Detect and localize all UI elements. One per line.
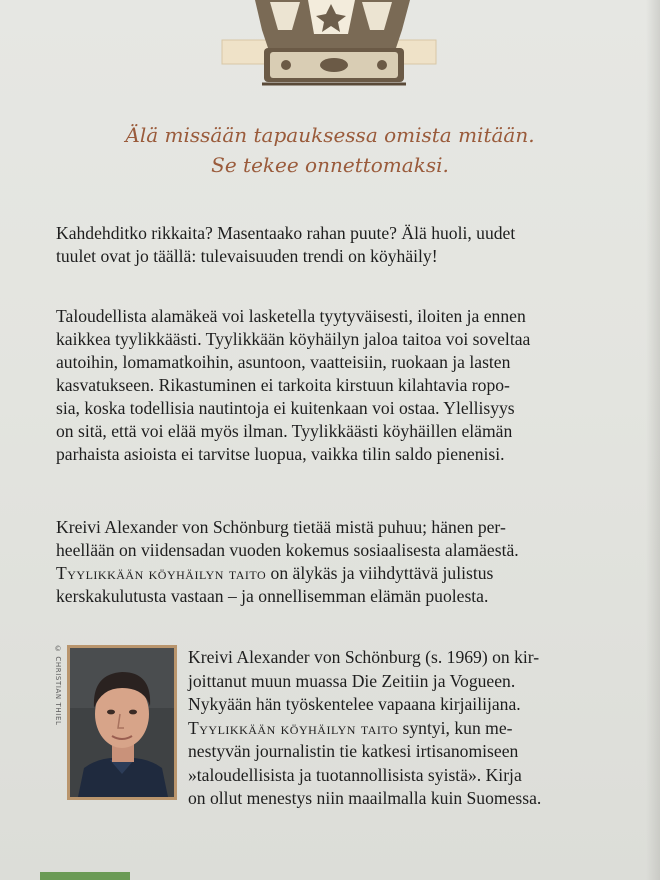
text-line: Kreivi Alexander von Schönburg (s. 1969) on kir-: [188, 647, 540, 667]
text-fragment: syntyi, kun me-: [398, 717, 513, 738]
text-line: autoihin, lomamatkoihin, asuntoon, vaatteisiin, ruokaan ja lasten: [56, 352, 511, 372]
paragraph-intro: [56, 222, 606, 268]
page-edge-shadow: [646, 0, 660, 880]
text-line: »taloudellisista ja tuotannollisista syistä». Kirja: [188, 764, 522, 785]
book-title: Tyylikkään köyhäilyn taito: [56, 563, 267, 583]
text-line: [188, 717, 628, 741]
text-line: tuulet ovat jo täällä: tulevaisuuden trendi on köyhäily!: [56, 246, 438, 266]
text-line: heellään on viidensadan vuoden kokemus sosiaalisesta alamäestä.: [56, 540, 519, 560]
text-line: Taloudellista alamäkeä voi lasketella tyytyväisesti, iloiten ja ennen: [56, 306, 526, 326]
text-line: on ollut menestys niin maailmalla kuin Suomessa.: [188, 788, 542, 808]
author-bio: [188, 646, 628, 811]
book-title: Tyylikkään köyhäilyn taito: [188, 717, 399, 738]
text-line: kerskakulutusta vastaan – ja onnellisemman elämän puolesta.: [56, 586, 489, 606]
text-line: [56, 562, 606, 585]
text-line: on sitä, että voi elää myös ilman. Tyylikkäästi köyhäillen elämän: [56, 421, 513, 441]
paragraph-author-intro: [56, 516, 606, 608]
text-line: parhaista asioista ei tarvitse luopua, vaikka tilin saldo pienenisi.: [56, 444, 505, 464]
text-line: kaikkea tyylikkäästi. Tyylikkään köyhäilyn jaloa taitoa voi soveltaa: [56, 329, 531, 349]
text-fragment: on älykäs ja viihdyttävä julistus: [266, 563, 494, 583]
quote-line-2: Se tekee onnettomaksi.: [211, 153, 449, 177]
author-photo: [67, 645, 177, 800]
crown-emblem: [0, 0, 660, 100]
quote-line-1: Älä missään tapauksessa omista mitään.: [125, 123, 535, 147]
paragraph-body: [56, 305, 606, 466]
photo-credit: © CHRISTIAN THIEL: [54, 645, 62, 726]
text-line: Kreivi Alexander von Schönburg tietää mistä puhuu; hänen per-: [56, 517, 506, 537]
text-line: Kahdehditko rikkaita? Masentaako rahan puute? Älä huoli, uudet: [56, 223, 516, 243]
text-line: Nykyään hän työskentelee vapaana kirjailijana.: [188, 694, 521, 714]
green-edge-strip: [40, 872, 130, 880]
text-line: joittanut muun muassa Die Zeitiin ja Vogueen.: [188, 670, 516, 691]
text-line: nestyvän journalistin tie katkesi irtisanomiseen: [188, 741, 519, 761]
quote-block: [0, 120, 660, 180]
text-line: kasvatukseen. Rikastuminen ei tarkoita kirstuun kilahtavia ropo-: [56, 375, 510, 395]
text-line: sia, koska todellisia nautintoja ei kuitenkaan voi ostaa. Ylellisyys: [56, 398, 515, 418]
